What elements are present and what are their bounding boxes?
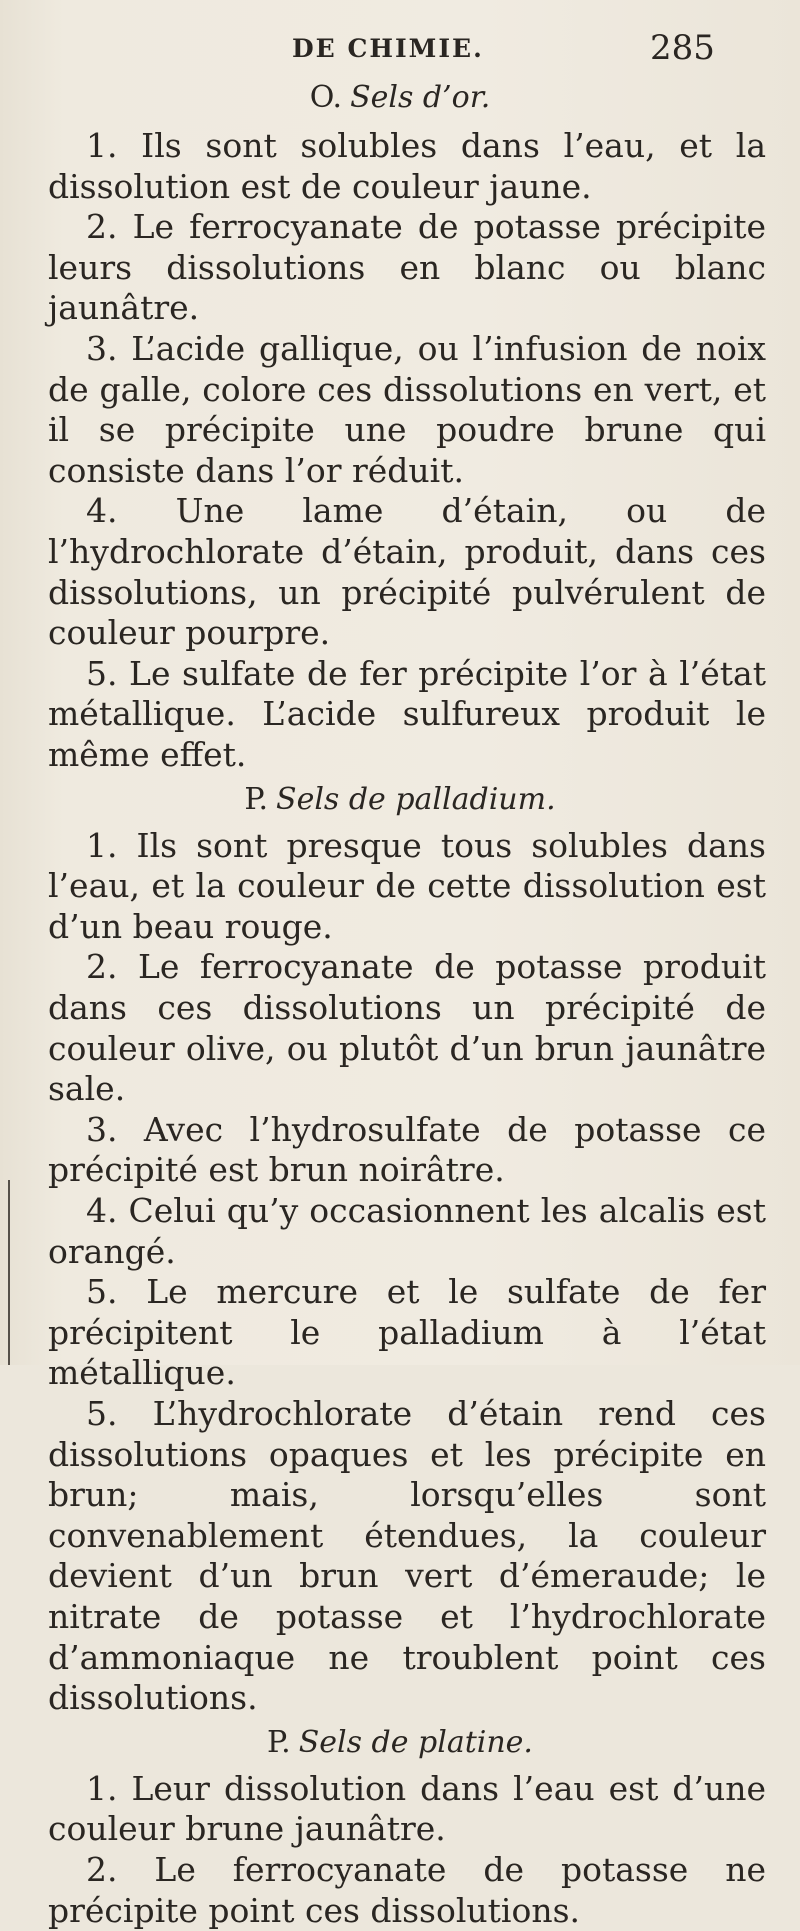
page-edge-line — [8, 1180, 10, 1365]
paragraph: 2. Le ferrocyanate de potasse ne précipite point ces dissolutions. — [48, 1850, 766, 1930]
running-head: DE CHIMIE. — [292, 34, 484, 63]
section-title-platine — [0, 1725, 800, 1760]
paragraph: 1. Ils sont presque tous solubles dans l’eau, et la couleur de cette dissolution est d’un beau rouge. — [48, 825, 766, 946]
paragraph: 2. Le ferrocyanate de potasse produit dans ces dissolutions un précipité de couleur olive, ou plutôt d’un brun jaunâtre sale. — [48, 947, 766, 1109]
paragraph: 4. Une lame d’étain, ou de l’hydrochlorate d’étain, produit, dans ces dissolutions, un précipité pulvérulent de couleur pourpre. — [48, 491, 766, 653]
paragraph: 2. Le ferrocyanate de potasse précipite leurs dissolutions en blanc ou blanc jaunâtre. — [48, 207, 766, 328]
paragraph: 5. L’hydrochlorate d’étain rend ces dissolutions opaques et les précipite en brun; mais, lorsqu’elles sont convenablement étendues, la couleur devient d’un brun vert d’émeraude; le nitrate de potasse et l’hydrochlorate d’ammoniaque ne troublent point ces dissolutions. — [48, 1394, 766, 1718]
paragraph: 3. Avec l’hydrosulfate de potasse ce précipité est brun noirâtre. — [48, 1109, 766, 1190]
paragraph: 5. Le mercure et le sulfate de fer précipitent le palladium à l’état métallique. — [48, 1272, 766, 1393]
section-title-palladium — [0, 782, 800, 817]
page-number: 285 — [650, 28, 715, 68]
section-name: Sels d’or. — [350, 80, 491, 115]
paragraph: 1. Leur dissolution dans l’eau est d’une couleur brune jaunâtre. — [48, 1768, 766, 1849]
section-letter: P. — [244, 781, 269, 817]
paragraph: 5. Le sulfate de fer précipite l’or à l’état métallique. L’acide sulfureux produit le même effet. — [48, 653, 766, 774]
paragraph: 3. L’acide gallique, ou l’infusion de noix de galle, colore ces dissolutions en vert, et il se précipite une poudre brune qui consiste dans l’or réduit. — [48, 329, 766, 490]
paragraph: 4. Celui qu’y occasionnent les alcalis est orangé. — [48, 1191, 766, 1271]
page-header — [0, 28, 800, 72]
section-name: Sels de palladium. — [276, 781, 556, 817]
section-name: Sels de platine. — [298, 1724, 533, 1760]
section-letter: P. — [267, 1724, 291, 1760]
section-letter: O. — [309, 80, 343, 115]
section-title-gold — [0, 80, 800, 115]
paragraph: 1. Ils sont solubles dans l’eau, et la dissolution est de couleur jaune. — [48, 126, 766, 206]
